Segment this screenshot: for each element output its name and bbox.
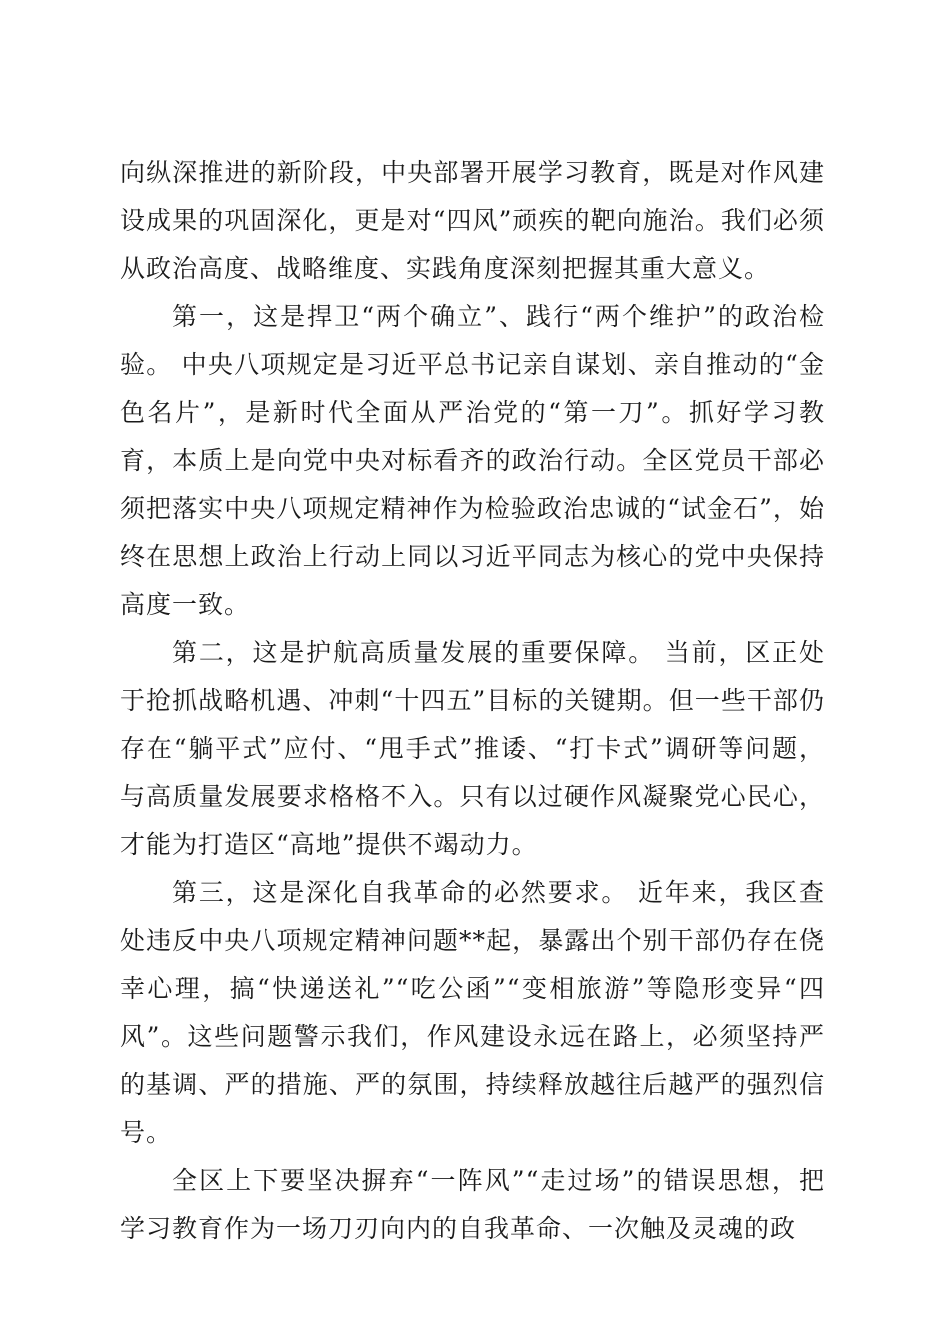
paragraph-point-two: 第二，这是护航高质量发展的重要保障。 当前，区正处于抢抓战略机遇、冲刺“十四五”目标的关键期。但一些干部仍存在“躺平式”应付、“甩手式”推诿、“打卡式”调研等问题，与高质量发展要求格格不入。只有以过硬作风凝聚党心民心，才能为打造区“高地”提供不竭动力。 <box>120 638 825 859</box>
paragraph-continuation: 向纵深推进的新阶段，中央部署开展学习教育，既是对作风建设成果的巩固深化，更是对“四风”顽疾的靶向施治。我们必须从政治高度、战略维度、实践角度深刻把握其重大意义。 <box>120 158 825 283</box>
paragraph-point-one: 第一，这是捍卫“两个确立”、践行“两个维护”的政治检验。 中央八项规定是习近平总书记亲自谋划、亲自推动的“金色名片”，是新时代全面从严治党的“第一刀”。抓好学习教育，本质上是向党中央对标看齐的政治行动。全区党员干部必须把落实中央八项规定精神作为检验政治忠诚的“试金石”，始终在思想上政治上行动上同以习近平同志为核心的党中央保持高度一致。 <box>120 302 825 619</box>
paragraph-point-three: 第三，这是深化自我革命的必然要求。 近年来，我区查处违反中央八项规定精神问题**起，暴露出个别干部仍存在侥幸心理，搞“快递送礼”“吃公函”“变相旅游”等隐形变异“四风”。这些问题警示我们，作风建设永远在路上，必须坚持严的基调、严的措施、严的氛围，持续释放越往后越严的强烈信号。 <box>120 878 825 1147</box>
paragraph-conclusion: 全区上下要坚决摒弃“一阵风”“走过场”的错误思想，把学习教育作为一场刀刃向内的自我革命、一次触及灵魂的政 <box>120 1166 825 1243</box>
body-text <box>120 149 825 1253</box>
